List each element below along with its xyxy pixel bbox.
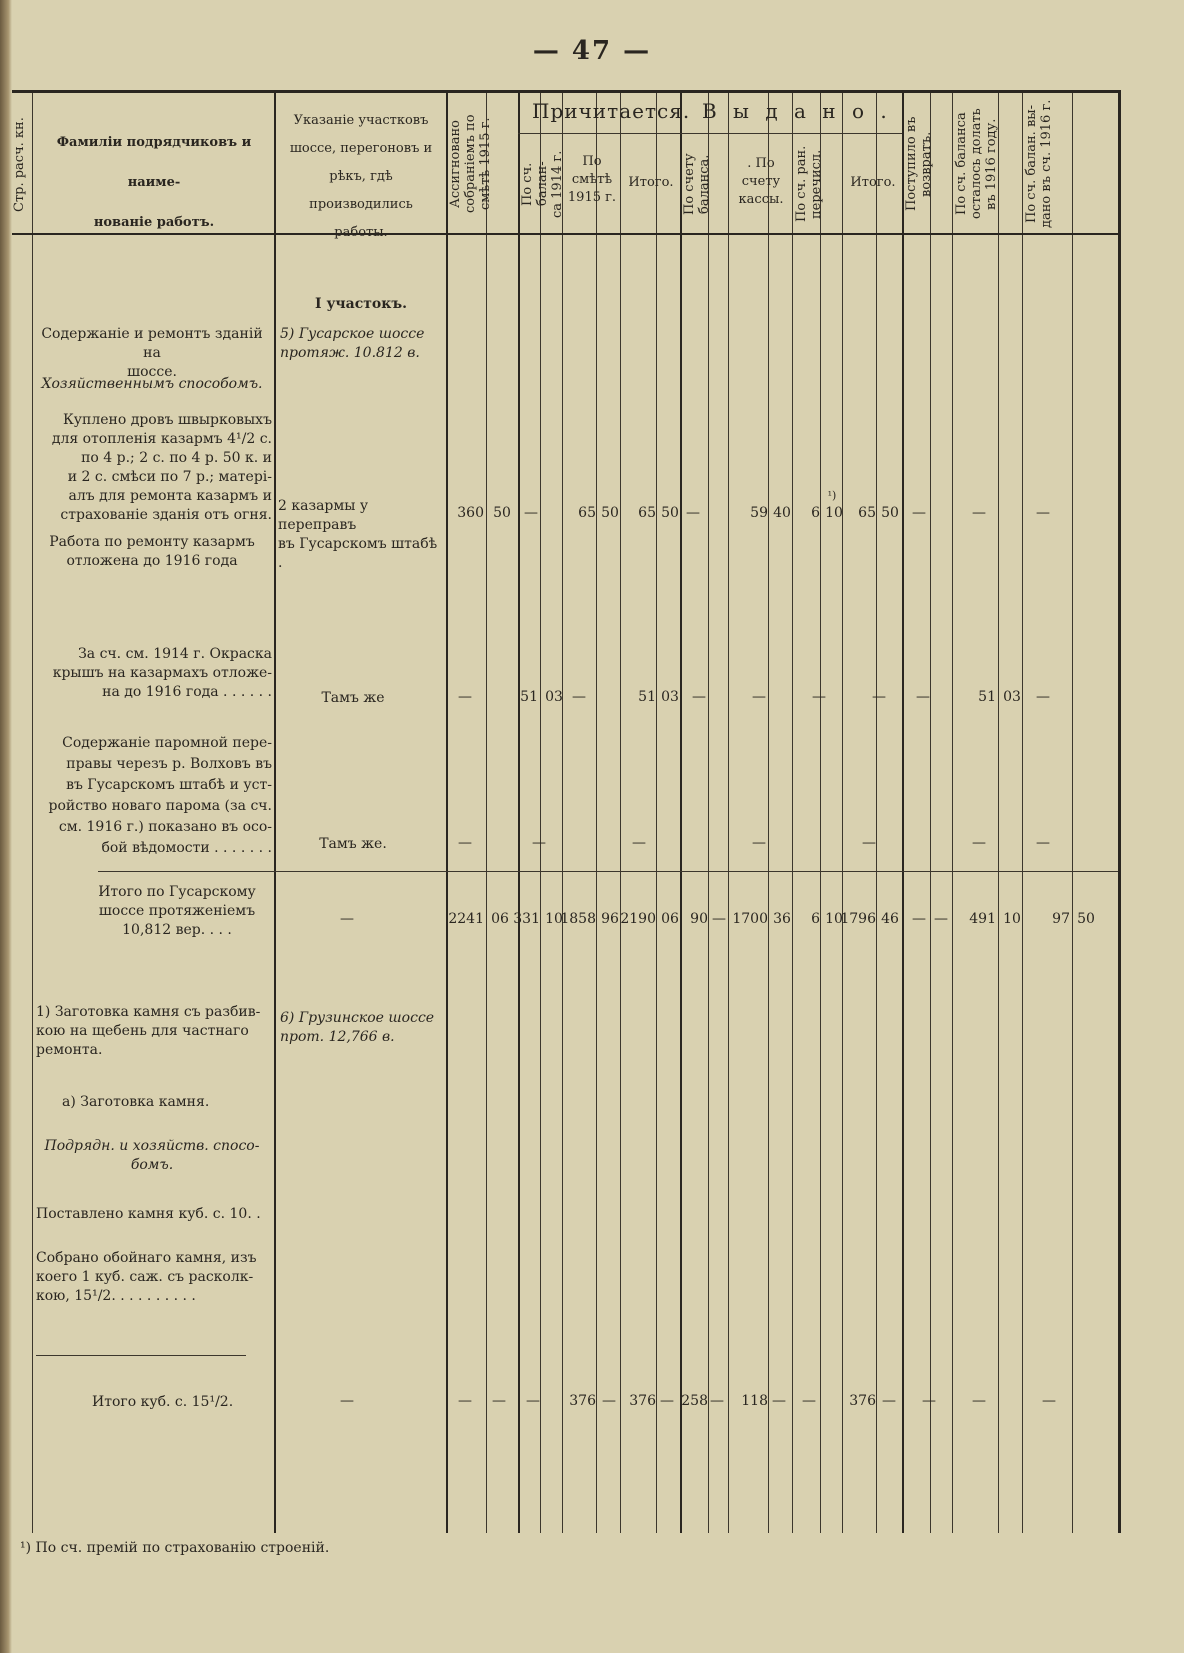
r2-remaining-k: 03 xyxy=(1003,689,1021,705)
r1-assigned: 360 xyxy=(457,505,484,521)
same-place-2: Тамъ же. xyxy=(319,836,387,852)
kopeck-rule xyxy=(998,93,999,1533)
t-due-est-k: 96 xyxy=(601,911,619,927)
row-divider xyxy=(98,871,1118,872)
dash: — xyxy=(752,835,766,851)
dash: — xyxy=(458,835,472,851)
header-due-total: Итого. xyxy=(628,175,674,190)
georgian-road-label: 6) Грузинское шоссе прот. 12,766 в. xyxy=(280,1010,435,1045)
t-paid-total: 1796 xyxy=(840,911,876,927)
dash: — xyxy=(524,505,538,521)
kopeck-rule xyxy=(596,93,597,1533)
kopeck-rule xyxy=(1072,93,1073,1533)
c-due-est: 376 xyxy=(569,1393,596,1409)
dash: — xyxy=(812,689,826,705)
col-rule xyxy=(1022,93,1023,1533)
dash: — xyxy=(572,689,586,705)
r1-paid-cash-k: 40 xyxy=(773,505,791,521)
col-rule xyxy=(728,93,729,1533)
header-assigned: Ассигновано собранiемъ по смѣтѣ 1915 г. xyxy=(448,114,493,214)
header-returned: Поступило въ возвратъ. xyxy=(904,116,934,212)
r1-paid-prev: 6 xyxy=(811,505,820,521)
item-supplied: Поставлено камня куб. с. 10. . xyxy=(36,1206,261,1222)
item-collected: Собрано обойнаго камня, изъ коего 1 куб. саж. съ расколк- кою, 15¹/2. . . . . . . . . . xyxy=(36,1250,257,1304)
dash: — xyxy=(912,505,926,521)
col-rule xyxy=(562,93,563,1533)
kopeck-rule xyxy=(930,93,931,1533)
kopeck-rule xyxy=(876,93,877,1533)
page-number: — 47 — xyxy=(532,36,652,66)
kopeck-rule xyxy=(708,93,709,1533)
kopeck-rule xyxy=(540,93,541,1533)
total-cubes: Итого куб. с. 15¹/2. xyxy=(92,1394,234,1410)
item-contract: Подрядн. и хозяйств. спосо- бомъ. xyxy=(44,1138,260,1173)
t-assigned-k: 06 xyxy=(491,911,509,927)
dash: — xyxy=(882,1393,896,1409)
item-barracks: 2 казармы у переправъ въ Гусарскомъ штабѣ . xyxy=(278,498,438,571)
dash: — xyxy=(686,505,700,521)
t-issued: 97 xyxy=(1052,911,1070,927)
header-paid-cash: . По счету кассы. xyxy=(738,156,784,207)
header-paid-group: В ы д а н о . xyxy=(702,99,888,123)
dash: — xyxy=(492,1393,506,1409)
r2-remaining: 51 xyxy=(978,689,996,705)
r1-due-est-k: 50 xyxy=(601,505,619,521)
c-paid-cash: 118 xyxy=(741,1393,768,1409)
dash: — xyxy=(912,911,926,927)
col-rule xyxy=(32,93,33,1533)
kopeck-rule xyxy=(486,93,487,1533)
header-names: Фамилiи подрядчиковъ и наиме- нованiе работъ. xyxy=(56,135,252,230)
r1-due-total-k: 50 xyxy=(661,505,679,521)
dash: — xyxy=(1036,505,1050,521)
header-remaining: По сч. баланса осталось долать въ 1916 году. xyxy=(954,108,999,220)
dash: — xyxy=(1036,835,1050,851)
hussar-road-label: 5) Гусарское шоссе протяж. 10.812 в. xyxy=(280,326,425,361)
kopeck-rule xyxy=(768,93,769,1533)
group-underline xyxy=(680,133,902,134)
header-page-ref: Стр. расч. кн. xyxy=(12,117,27,213)
footnote: ¹) По сч. премiй по страхованiю строенiй. xyxy=(20,1540,330,1556)
r1-due-total: 65 xyxy=(638,505,656,521)
dash: — xyxy=(972,1393,986,1409)
dash: — xyxy=(526,1393,540,1409)
dash: — xyxy=(802,1393,816,1409)
dash: — xyxy=(710,1393,724,1409)
item-method: Хозяйственнымъ способомъ. xyxy=(41,376,263,392)
header-issued-1916: По сч. балан. вы- дано въ сч. 1916 г. xyxy=(1024,99,1054,229)
dash: — xyxy=(872,689,886,705)
dash: — xyxy=(602,1393,616,1409)
col-rule xyxy=(792,93,793,1533)
r2-due-total-k: 03 xyxy=(661,689,679,705)
dash: — xyxy=(458,1393,472,1409)
dash: — xyxy=(972,505,986,521)
row-divider xyxy=(36,1355,246,1356)
r2-due-total: 51 xyxy=(638,689,656,705)
dash: — xyxy=(712,911,726,927)
dash: — xyxy=(340,911,354,927)
r1-paid-prev-k: 10 xyxy=(825,505,843,521)
r2-due-bal: 51 xyxy=(520,689,538,705)
kopeck-rule xyxy=(820,93,821,1533)
col-rule xyxy=(680,93,682,1533)
dash: — xyxy=(660,1393,674,1409)
kopeck-rule xyxy=(656,93,657,1533)
dash: — xyxy=(692,689,706,705)
item-postponed: Работа по ремонту казармъ отложена до 1916 года xyxy=(49,534,255,569)
t-due-total-k: 06 xyxy=(661,911,679,927)
group-underline xyxy=(518,133,680,134)
dash: — xyxy=(1042,1393,1056,1409)
t-issued-k: 50 xyxy=(1077,911,1095,927)
item-stone-a: а) Заготовка камня. xyxy=(62,1094,210,1110)
r1-due-est: 65 xyxy=(578,505,596,521)
dash: — xyxy=(340,1393,354,1409)
col-rule xyxy=(902,93,904,1533)
r2-due-bal-k: 03 xyxy=(545,689,563,705)
t-paid-cash: 1700 xyxy=(732,911,768,927)
dash: — xyxy=(922,1393,936,1409)
col-rule xyxy=(620,93,621,1533)
t-paid-prev-k: 10 xyxy=(825,911,843,927)
col-rule xyxy=(518,93,520,1533)
t-remaining-k: 10 xyxy=(1003,911,1021,927)
col-rule xyxy=(842,93,843,1533)
page-binding xyxy=(0,0,12,1653)
r1-footnote-mark: ¹) xyxy=(827,489,837,502)
t-remaining: 491 xyxy=(969,911,996,927)
dash: — xyxy=(916,689,930,705)
t-paid-total-k: 46 xyxy=(881,911,899,927)
section-1-title: I участокъ. xyxy=(315,296,407,312)
col-rule xyxy=(274,93,276,1533)
t-paid-bal: 90 xyxy=(690,911,708,927)
item-maintenance: Содержанiе и ремонтъ зданiй на шоссе. xyxy=(41,326,263,380)
r1-paid-total-k: 50 xyxy=(881,505,899,521)
dash: — xyxy=(532,835,546,851)
same-place-1: Тамъ же xyxy=(321,690,385,706)
header-due-group: Причитается. xyxy=(532,99,691,123)
t-paid-cash-k: 36 xyxy=(773,911,791,927)
header-sections: Указанiе участковъ шоссе, перегоновъ и рѣкъ, гдѣ производились работы. xyxy=(289,113,433,240)
c-paid-bal: 258 xyxy=(681,1393,708,1409)
dash: — xyxy=(862,835,876,851)
dash: — xyxy=(772,1393,786,1409)
r1-assigned-k: 50 xyxy=(493,505,511,521)
t-paid-prev: 6 xyxy=(811,911,820,927)
item-ferry: Содержанiе паромной пере- правы черезъ р. Волховъ въ въ Гусарскомъ штабѣ и уст- ройство новаго парома (за сч. см. 1916 г.) показано въ осо- бой вѣдомости . . . . . . . xyxy=(48,735,272,856)
total-hussar: Итого по Гусарскому шоссе протяженiемъ 10,812 вер. . . . xyxy=(98,884,256,938)
header-paid-prev: По сч. ран. перечисл. xyxy=(794,145,824,223)
c-due-total: 376 xyxy=(629,1393,656,1409)
col-rule xyxy=(952,93,953,1533)
dash: — xyxy=(934,911,948,927)
col-rule xyxy=(446,93,448,1533)
c-paid-total: 376 xyxy=(849,1393,876,1409)
t-due-total: 2190 xyxy=(620,911,656,927)
header-paid-balance: По счету баланса. xyxy=(682,153,712,215)
dash: — xyxy=(1036,689,1050,705)
item-stone: 1) Заготовка камня съ разбив- кою на щебень для частнаго ремонта. xyxy=(36,1004,261,1058)
t-assigned: 2241 xyxy=(448,911,484,927)
dash: — xyxy=(972,835,986,851)
dash: — xyxy=(458,689,472,705)
header-paid-total: Итого. xyxy=(850,175,896,190)
r1-paid-cash: 59 xyxy=(750,505,768,521)
ledger-table xyxy=(12,90,1121,1533)
header-due-estimate: По смѣтѣ 1915 г. xyxy=(567,154,617,205)
t-due-bal: 331 xyxy=(513,911,540,927)
header-due-balance: По сч. балан- са 1914 г. xyxy=(520,150,565,218)
item-painting: За сч. см. 1914 г. Окраска крышъ на казармахъ отложе- на до 1916 года . . . . . . xyxy=(52,646,272,700)
r1-paid-total: 65 xyxy=(858,505,876,521)
dash: — xyxy=(752,689,766,705)
dash: — xyxy=(632,835,646,851)
item-firewood: Куплено дровъ швырковыхъ для отопленiя казармъ 4¹/2 с. по 4 р.; 2 с. по 4 р. 50 к. и и 2 с. смѣси по 7 р.; матерi- алъ для ремонта казармъ и страхованiе зданiя отъ огня. xyxy=(51,412,272,523)
t-due-est: 1858 xyxy=(560,911,596,927)
t-due-bal-k: 10 xyxy=(545,911,563,927)
